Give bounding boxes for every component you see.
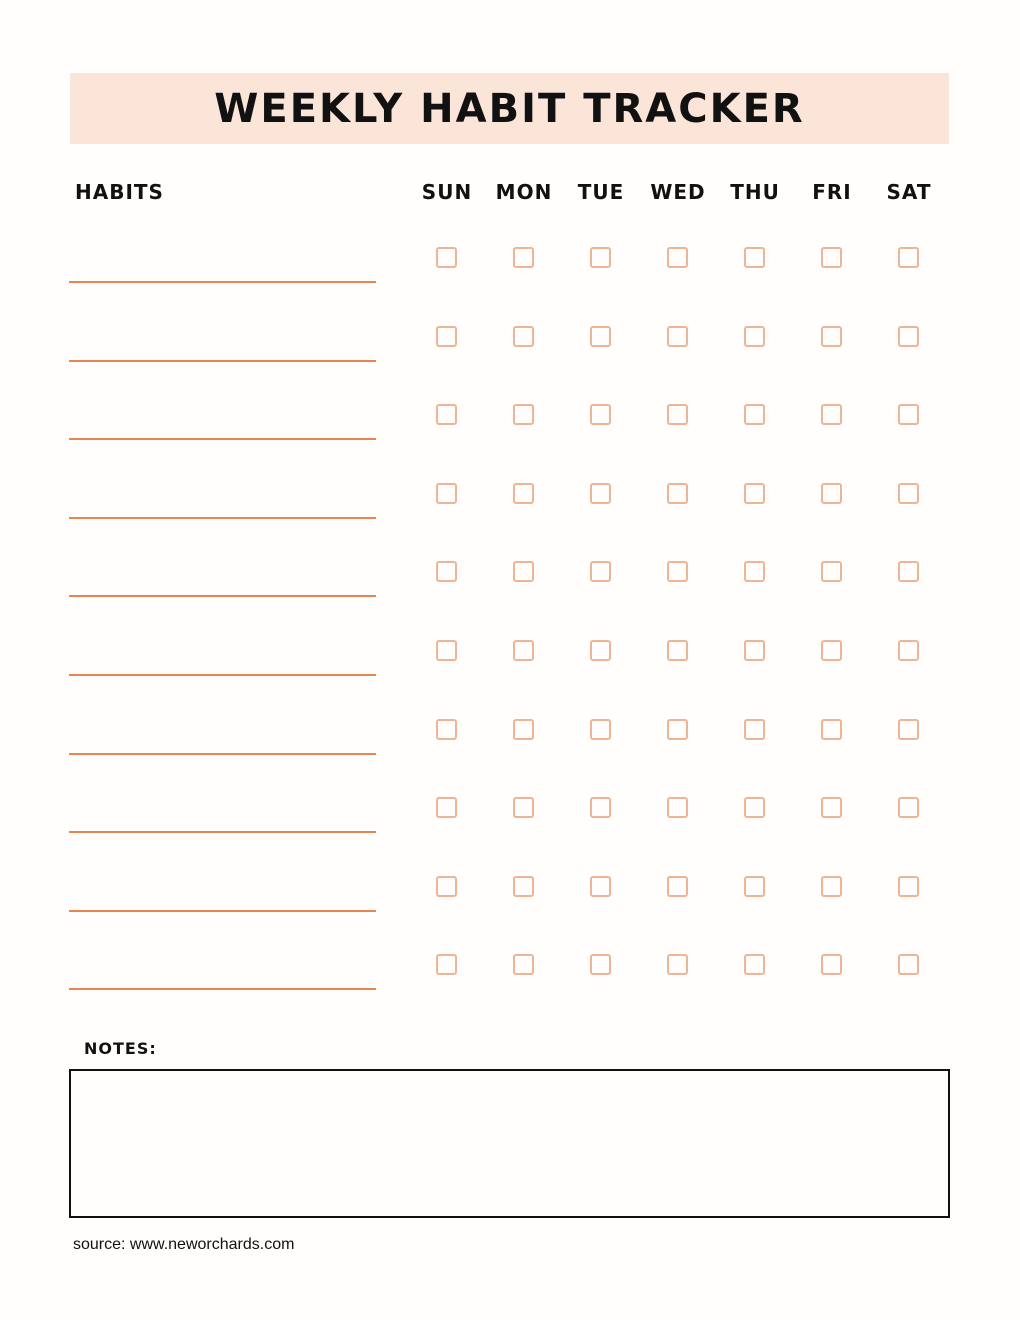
checkbox-fri[interactable]: [821, 247, 842, 268]
checkbox-wed[interactable]: [667, 719, 688, 740]
checkbox-tue[interactable]: [590, 640, 611, 661]
checkbox-sat[interactable]: [898, 561, 919, 582]
checkbox-fri[interactable]: [821, 876, 842, 897]
checkbox-mon[interactable]: [513, 797, 534, 818]
checkbox-sun[interactable]: [436, 797, 457, 818]
checkbox-mon[interactable]: [513, 483, 534, 504]
checkbox-tue[interactable]: [590, 797, 611, 818]
habit-line[interactable]: [69, 910, 376, 912]
checkbox-thu[interactable]: [744, 483, 765, 504]
checkbox-sun[interactable]: [436, 876, 457, 897]
checkbox-wed[interactable]: [667, 326, 688, 347]
day-header-fri: FRI: [812, 180, 852, 204]
checkbox-fri[interactable]: [821, 404, 842, 425]
checkbox-thu[interactable]: [744, 797, 765, 818]
checkbox-sat[interactable]: [898, 247, 919, 268]
checkbox-sun[interactable]: [436, 483, 457, 504]
page-title: WEEKLY HABIT TRACKER: [214, 85, 805, 132]
checkbox-thu[interactable]: [744, 404, 765, 425]
checkbox-sun[interactable]: [436, 326, 457, 347]
day-header-sat: SAT: [886, 180, 932, 204]
checkbox-wed[interactable]: [667, 876, 688, 897]
checkbox-sun[interactable]: [436, 640, 457, 661]
checkbox-wed[interactable]: [667, 797, 688, 818]
day-header-tue: TUE: [577, 180, 625, 204]
checkbox-wed[interactable]: [667, 483, 688, 504]
checkbox-sat[interactable]: [898, 797, 919, 818]
checkbox-wed[interactable]: [667, 561, 688, 582]
checkbox-tue[interactable]: [590, 326, 611, 347]
checkbox-thu[interactable]: [744, 954, 765, 975]
checkbox-mon[interactable]: [513, 247, 534, 268]
habits-header: HABITS: [75, 180, 164, 204]
notes-label: NOTES:: [84, 1039, 157, 1058]
habit-line[interactable]: [69, 753, 376, 755]
checkbox-fri[interactable]: [821, 640, 842, 661]
checkbox-tue[interactable]: [590, 561, 611, 582]
day-header-mon: MON: [495, 180, 553, 204]
checkbox-sun[interactable]: [436, 719, 457, 740]
checkbox-mon[interactable]: [513, 719, 534, 740]
checkbox-sun[interactable]: [436, 404, 457, 425]
habit-line[interactable]: [69, 988, 376, 990]
checkbox-wed[interactable]: [667, 640, 688, 661]
checkbox-mon[interactable]: [513, 561, 534, 582]
checkbox-sat[interactable]: [898, 719, 919, 740]
source-text: source: www.neworchards.com: [73, 1236, 295, 1253]
checkbox-fri[interactable]: [821, 797, 842, 818]
checkbox-sat[interactable]: [898, 876, 919, 897]
habit-line[interactable]: [69, 674, 376, 676]
title-banner: [70, 73, 949, 144]
habit-line[interactable]: [69, 281, 376, 283]
checkbox-fri[interactable]: [821, 483, 842, 504]
habit-line[interactable]: [69, 595, 376, 597]
checkbox-thu[interactable]: [744, 326, 765, 347]
habit-line[interactable]: [69, 438, 376, 440]
checkbox-sat[interactable]: [898, 326, 919, 347]
checkbox-mon[interactable]: [513, 404, 534, 425]
checkbox-mon[interactable]: [513, 954, 534, 975]
day-header-sun: SUN: [421, 180, 473, 204]
checkbox-tue[interactable]: [590, 954, 611, 975]
habit-line[interactable]: [69, 831, 376, 833]
checkbox-tue[interactable]: [590, 483, 611, 504]
checkbox-wed[interactable]: [667, 247, 688, 268]
day-header-wed: WED: [650, 180, 706, 204]
checkbox-thu[interactable]: [744, 561, 765, 582]
checkbox-tue[interactable]: [590, 404, 611, 425]
checkbox-wed[interactable]: [667, 404, 688, 425]
checkbox-sat[interactable]: [898, 640, 919, 661]
checkbox-fri[interactable]: [821, 954, 842, 975]
checkbox-fri[interactable]: [821, 561, 842, 582]
checkbox-mon[interactable]: [513, 640, 534, 661]
checkbox-mon[interactable]: [513, 326, 534, 347]
checkbox-sat[interactable]: [898, 404, 919, 425]
checkbox-tue[interactable]: [590, 719, 611, 740]
checkbox-thu[interactable]: [744, 876, 765, 897]
checkbox-mon[interactable]: [513, 876, 534, 897]
checkbox-fri[interactable]: [821, 719, 842, 740]
checkbox-sun[interactable]: [436, 954, 457, 975]
checkbox-wed[interactable]: [667, 954, 688, 975]
checkbox-tue[interactable]: [590, 876, 611, 897]
habit-line[interactable]: [69, 517, 376, 519]
checkbox-sun[interactable]: [436, 561, 457, 582]
checkbox-thu[interactable]: [744, 719, 765, 740]
notes-box[interactable]: [69, 1069, 950, 1218]
checkbox-thu[interactable]: [744, 247, 765, 268]
checkbox-sat[interactable]: [898, 483, 919, 504]
checkbox-sun[interactable]: [436, 247, 457, 268]
day-header-thu: THU: [730, 180, 780, 204]
checkbox-fri[interactable]: [821, 326, 842, 347]
checkbox-sat[interactable]: [898, 954, 919, 975]
checkbox-thu[interactable]: [744, 640, 765, 661]
habit-line[interactable]: [69, 360, 376, 362]
checkbox-tue[interactable]: [590, 247, 611, 268]
